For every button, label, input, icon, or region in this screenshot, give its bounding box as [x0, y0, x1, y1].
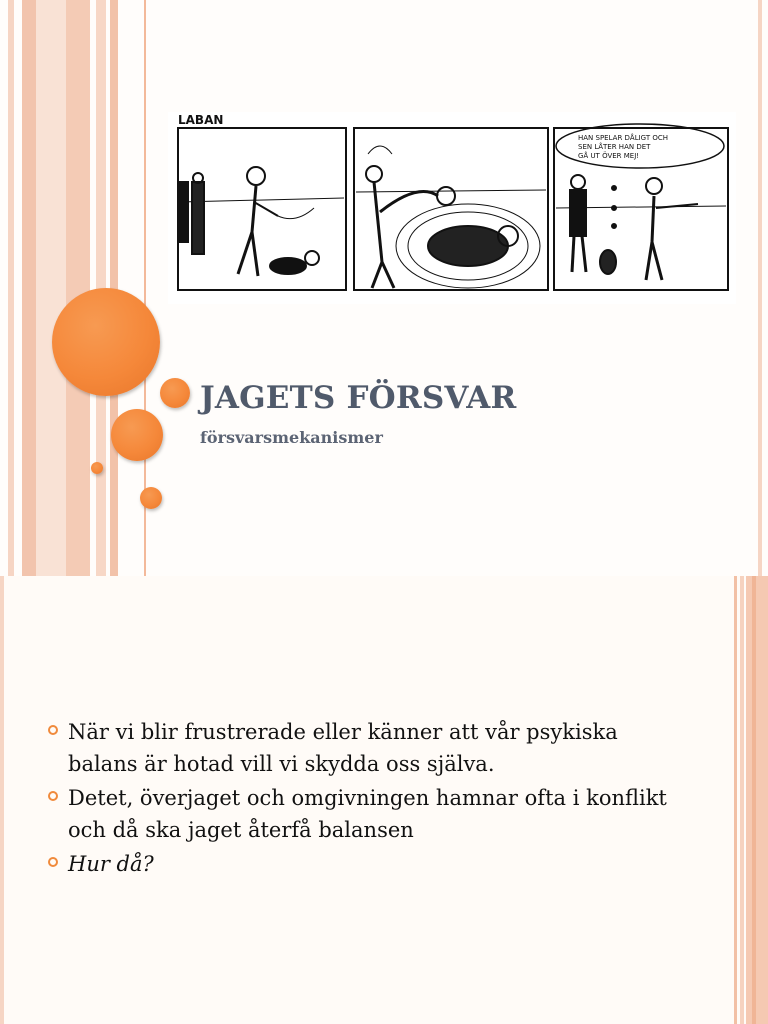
bullet-list	[46, 716, 686, 882]
decorative-stripe	[746, 576, 768, 1024]
bullet-text: Detet, överjaget och omgivningen hamnar ofta i konflikt och då ska jaget återfå balansen	[68, 786, 667, 842]
decorative-stripe	[740, 576, 744, 1024]
comic-speech-bubble: HAN SPELAR DÅLIGT OCH SEN LÅTER HAN DET GÅ UT ÖVER MEJ!	[578, 134, 669, 160]
decorative-circle	[140, 487, 162, 509]
bullet-item	[46, 716, 686, 780]
decorative-stripe	[0, 576, 4, 1024]
bullet-circle-icon	[48, 725, 58, 735]
decorative-stripe	[66, 0, 90, 576]
bullet-circle-icon	[48, 857, 58, 867]
bullet-text: När vi blir frustrerade eller känner att vår psykiska balans är hotad vill vi skydda oss själva.	[68, 720, 618, 776]
bullet-item	[46, 782, 686, 846]
decorative-stripe	[36, 0, 66, 576]
slide-title: JAGETS FÖRSVAR	[200, 380, 517, 416]
slide-subtitle: försvarsmekanismer	[200, 428, 383, 447]
decorative-stripe	[734, 576, 737, 1024]
decorative-circle-large	[52, 288, 160, 396]
comic-strip-image	[168, 112, 736, 304]
decorative-stripe	[8, 0, 14, 576]
comic-strip-title: LABAN	[178, 113, 224, 127]
bullet-text: Hur då?	[68, 852, 154, 876]
content-slide	[0, 576, 768, 1024]
decorative-circle	[160, 378, 190, 408]
decorative-circle	[111, 409, 163, 461]
bullet-item	[46, 848, 686, 880]
bullet-circle-icon	[48, 791, 58, 801]
decorative-stripe	[758, 0, 762, 576]
decorative-circle-small	[91, 462, 103, 474]
decorative-stripe	[22, 0, 36, 576]
decorative-stripe	[752, 576, 756, 1024]
